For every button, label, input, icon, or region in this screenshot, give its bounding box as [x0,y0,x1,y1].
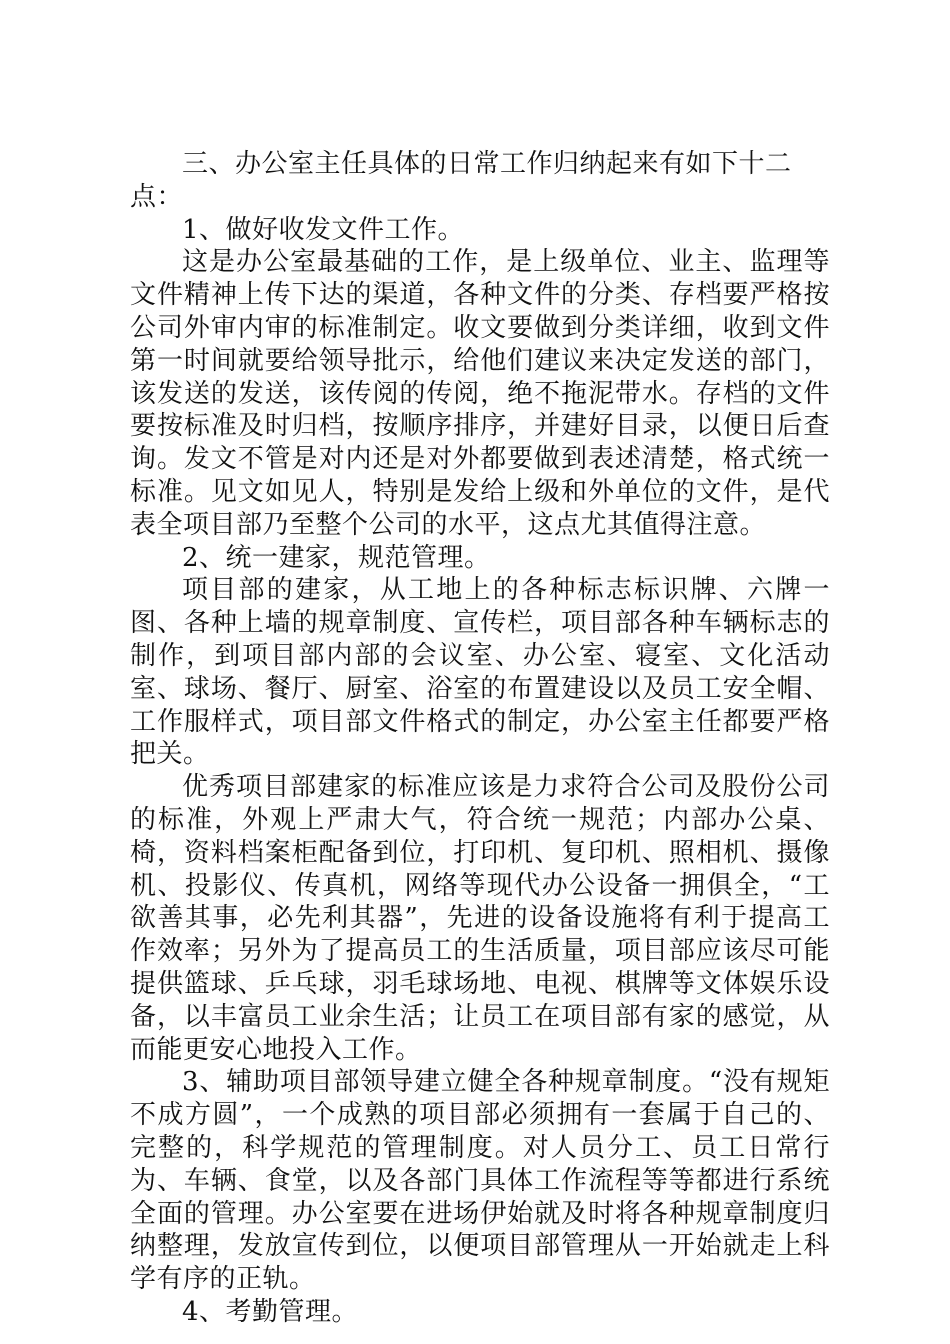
paragraph-file-handling: 这是办公室最基础的工作，是上级单位、业主、监理等文件精神上传下达的渠道，各种文件的分类、存档要严格按公司外审内审的标准制定。收文要做到分类详细，收到文件第一时间就要给领导批示，给他们建议来决定发送的部门，该发送的发送，该传阅的传阅，绝不拖泥带水。存档的文件要按标准及时归档，按顺序排序，并建好目录，以便日后查询。发文不管是对内还是对外都要做到表述清楚，格式统一标准。见文如见人，特别是发给上级和外单位的文件，是代表全项目部乃至整个公司的水平，这点尤其值得注意。 [130,247,830,540]
section-heading: 三、办公室主任具体的日常工作归纳起来有如下十二点： [130,149,792,212]
item-heading-4: 4、考勤管理。 [182,1296,359,1327]
paragraph-standards: 优秀项目部建家的标准应该是力求符合公司及股份公司的标准，外观上严肃大气，符合统一规范；内部办公桌、椅，资料档案柜配备到位，打印机、复印机、照相机、摄像机、投影仪、传真机，网络等现代办公设备一拥俱全，“工欲善其事，必先利其器”，先进的设备设施将有利于提高工作效率；另外为了提高员工的生活质量，项目部应该尽可能提供篮球、乒乓球，羽毛球场地、电视、棋牌等文体娱乐设备，以丰富员工业余生活；让员工在项目部有家的感觉，从而能更安心地投入工作。 [130,772,830,1065]
paragraph-regulations: 3、辅助项目部领导建立健全各种规章制度。“没有规矩不成方圆”，一个成熟的项目部必须拥有一套属于自己的、完整的，科学规范的管理制度。对人员分工、员工日常行为、车辆、食堂，以及各部门具体工作流程等等都进行系统全面的管理。办公室要在进场伊始就及时将各种规章制度归纳整理，发放宣传到位，以便项目部管理从一开始就走上科学有序的正轨。 [130,1067,830,1295]
item-heading-2: 2、统一建家，规范管理。 [182,542,491,573]
item-heading-1: 1、做好收发文件工作。 [182,214,465,245]
document-body [130,148,830,1329]
paragraph-project-setup: 项目部的建家，从工地上的各种标志标识牌、六牌一图、各种上墙的规章制度、宣传栏，项目部各种车辆标志的制作，到项目部内部的会议室、办公室、寝室、文化活动室、球场、餐厅、厨室、浴室的布置建设以及员工安全帽、工作服样式，项目部文件格式的制定，办公室主任都要严格把关。 [130,575,830,770]
